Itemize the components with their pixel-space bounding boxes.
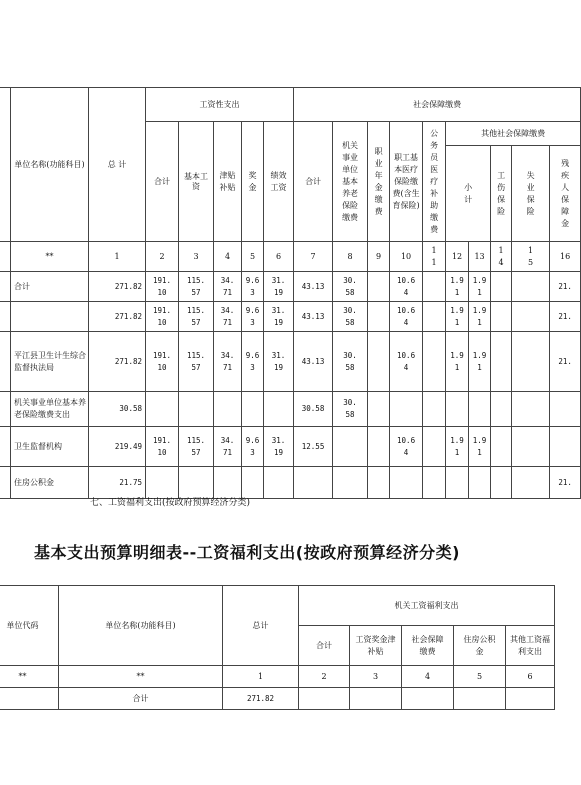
value-text: 1.91 [472,435,487,457]
value-cell [390,392,423,427]
social-security-table [0,87,581,499]
value-cell [446,392,469,427]
value-cell [333,272,368,302]
value-cell [469,427,491,467]
value-text: 1.91 [450,350,464,372]
value-text: 21. [558,477,572,487]
col-num: 8 [333,242,368,272]
value-cell [423,427,446,467]
value-text: 31.19 [271,350,286,372]
unemployment-header: 失业保险 [512,146,550,242]
value-text: 115.57 [186,305,206,327]
total-header: 总计 [223,586,299,666]
value-text: 191.10 [152,305,172,327]
value-cell [146,332,179,392]
value-cell [446,302,469,332]
value-cell [179,392,214,427]
value-cell [446,467,469,499]
value-cell: 43.13 [294,302,333,332]
value-text: 1.91 [450,435,464,457]
total-cell: 271.82 [89,302,146,332]
value-text: 34.71 [220,435,235,457]
value-cell [423,332,446,392]
value-cell [390,272,423,302]
col-num: 3 [179,242,214,272]
value-text: 34.71 [220,305,235,327]
table-row [0,332,581,392]
col-num: 16 [550,242,581,272]
value-text: 21. [558,281,572,291]
value-cell [390,302,423,332]
value-cell [423,302,446,332]
value-cell [368,272,390,302]
value-cell [491,332,512,392]
value-text: 21. [558,356,572,366]
value-cell [242,302,264,332]
value-cell [491,392,512,427]
value-cell [550,332,581,392]
value-cell [179,467,214,499]
value-text: 1.91 [472,350,487,372]
total-cell: 30.58 [89,392,146,427]
value-cell [390,467,423,499]
value-cell [294,467,333,499]
total-cell: 219.49 [89,427,146,467]
value-cell [423,392,446,427]
value-cell [242,332,264,392]
total-cell: 271.82 [89,332,146,392]
value-cell [214,392,242,427]
unit-name-cell: 合计 [59,688,223,710]
col-num: ** [59,666,223,688]
value-cell [146,272,179,302]
value-cell [469,332,491,392]
unit-name-cell: 卫生监督机构 [11,427,89,467]
value-cell [550,302,581,332]
value-text: 21. [558,311,572,321]
welfare-group-header: 机关工资福利支出 [299,586,555,626]
social-total-header: 合计 [294,122,333,242]
value-cell [264,427,294,467]
value-cell: 43.13 [294,332,333,392]
value-cell [423,467,446,499]
medical-header: 职工基本医疗保险缴费(含生育保险) [390,122,423,242]
unit-code-header: 单位代码 [0,586,59,666]
value-text: 191.10 [152,435,172,457]
value-cell [146,392,179,427]
col-num: 5 [454,666,506,688]
value-cell [423,272,446,302]
value-text: 10.64 [397,275,416,297]
value-cell [550,467,581,499]
value-text: 9.63 [245,435,260,457]
table-row [0,272,581,302]
other-header: 其他工资福利支出 [506,626,555,666]
col-num: 4 [402,666,454,688]
value-cell [446,427,469,467]
social-header: 社会保障缴费 [402,626,454,666]
col-num: 1 [223,666,299,688]
col-num: ** [11,242,89,272]
social-group-header: 社会保障缴费 [294,88,581,122]
value-text: 1.91 [472,275,487,297]
table-row [0,302,581,332]
value-cell: 30.58 [294,392,333,427]
col-num: 10 [390,242,423,272]
disabled-header: 残疾人保障金 [550,146,581,242]
column-number-row [0,666,555,688]
value-cell [333,392,368,427]
value-cell [264,467,294,499]
value-cell [179,427,214,467]
value-text: 34.71 [220,275,235,297]
value-text: 9.63 [245,305,260,327]
unit-name-cell [11,302,89,332]
column-number-row [0,242,581,272]
value-text: 30.58 [343,398,357,419]
annuity-header: 职业年金缴费 [368,122,390,242]
value-text: 9.63 [245,350,260,372]
basic-salary-header: 基本工资 [179,122,214,242]
value-cell: 12.55 [294,427,333,467]
value-cell [512,427,550,467]
col-num: 9 [368,242,390,272]
subtotal-header: 小计 [446,146,491,242]
col-num: ** [0,666,59,688]
total-cell: 21.75 [89,467,146,499]
value-text: 1.91 [450,275,464,297]
value-cell [469,467,491,499]
value-text: 31.19 [271,305,286,327]
value-cell [550,272,581,302]
value-cell [333,332,368,392]
col-num: 2 [146,242,179,272]
salary-group-header: 工资性支出 [146,88,294,122]
value-cell [264,332,294,392]
value-cell: 43.13 [294,272,333,302]
value-cell [350,688,402,710]
value-cell [242,272,264,302]
performance-header: 绩效工资 [264,122,294,242]
total-header: 总 计 [89,88,146,242]
value-cell [491,302,512,332]
unit-name-header: 单位名称(功能科目) [59,586,223,666]
value-cell [512,467,550,499]
allowance-header: 津贴补贴 [214,122,242,242]
value-cell [214,467,242,499]
value-cell [242,427,264,467]
other-group-header: 其他社会保障缴费 [446,122,581,146]
value-cell [512,272,550,302]
code-cell [0,272,11,302]
value-text: 191.10 [152,350,172,372]
value-text: 10.64 [397,305,416,327]
value-text: 115.57 [186,435,206,457]
unit-code-cell [0,688,59,710]
value-cell [469,302,491,332]
injury-header: 工伤保险 [491,146,512,242]
col-num: 7 [294,242,333,272]
value-cell [368,302,390,332]
value-cell [146,427,179,467]
value-cell [333,302,368,332]
code-cell [0,302,11,332]
civil-medical-header: 公务员医疗补助缴费 [423,122,446,242]
value-cell [446,332,469,392]
table-row [0,688,555,710]
value-cell [146,302,179,332]
code-cell [0,392,11,427]
value-cell [299,688,350,710]
value-cell [446,272,469,302]
value-cell [264,392,294,427]
value-cell [179,302,214,332]
value-cell [550,427,581,467]
col-num: 15 [512,242,550,272]
value-text: 1.91 [450,305,464,327]
value-cell [214,272,242,302]
unit-name-cell: 合计 [11,272,89,302]
value-text: 1.91 [472,305,487,327]
value-cell [550,392,581,427]
value-cell [402,688,454,710]
value-cell [390,427,423,467]
value-text: 30.58 [343,350,357,372]
col-num: 5 [242,242,264,272]
table-row [0,467,581,499]
salary-welfare-table [0,585,555,710]
value-cell [333,467,368,499]
code-cell [0,467,11,499]
value-cell [368,467,390,499]
value-cell [368,392,390,427]
table-row [0,392,581,427]
value-text: 191.10 [152,275,172,297]
pension-header: 机关事业单位基本养老保险缴费 [333,122,368,242]
value-text: 34.71 [220,350,235,372]
value-cell [264,272,294,302]
total-cell: 271.82 [89,272,146,302]
value-cell [454,688,506,710]
value-cell [214,427,242,467]
value-text: 31.19 [271,275,286,297]
code-header-cell [0,88,11,242]
bonus-header: 奖金 [242,122,264,242]
value-cell [512,302,550,332]
col-num: 2 [299,666,350,688]
col-num: 6 [264,242,294,272]
col-num: 1 [89,242,146,272]
value-cell [506,688,555,710]
value-cell [491,467,512,499]
value-text: 9.63 [245,275,260,297]
code-cell [0,332,11,392]
col-num: 12 [446,242,469,272]
value-cell [469,272,491,302]
unit-name-cell: 机关事业单位基本养老保险缴费支出 [11,392,89,427]
section-note: 七、工资福利支出(按政府预算经济分类) [90,498,251,508]
value-text: 115.57 [186,350,206,372]
value-cell [146,467,179,499]
value-cell [179,272,214,302]
total-cell: 271.82 [223,688,299,710]
col-num: 11 [423,242,446,272]
col-num: 13 [469,242,491,272]
value-text: 30.58 [343,275,357,297]
value-text: 31.19 [271,435,286,457]
salary-total-header: 合计 [146,122,179,242]
col-num [0,242,11,272]
value-text: 30.58 [343,305,357,327]
value-text: 10.64 [397,435,416,457]
salary-bonus-header: 工资奖金津补贴 [350,626,402,666]
value-cell [491,427,512,467]
col-num: 3 [350,666,402,688]
value-cell [512,332,550,392]
value-cell [214,302,242,332]
value-cell [368,332,390,392]
value-cell [264,302,294,332]
value-cell [333,427,368,467]
housing-header: 住房公积金 [454,626,506,666]
value-text: 115.57 [186,275,206,297]
value-cell [368,427,390,467]
unit-name-cell: 住房公积金 [11,467,89,499]
value-cell [512,392,550,427]
value-cell [214,332,242,392]
value-cell [491,272,512,302]
sum-header: 合计 [299,626,350,666]
col-num: 14 [491,242,512,272]
unit-name-header: 单位名称(功能科目) [11,88,89,242]
col-num: 4 [214,242,242,272]
value-cell [242,467,264,499]
value-cell [390,332,423,392]
page-title: 基本支出预算明细表--工资福利支出(按政府预算经济分类) [34,543,460,562]
table-row [0,427,581,467]
value-cell [469,392,491,427]
value-text: 10.64 [397,350,416,372]
col-num: 6 [506,666,555,688]
code-cell [0,427,11,467]
value-cell [242,392,264,427]
value-cell [179,332,214,392]
unit-name-cell: 平江县卫生计生综合监督执法局 [11,332,89,392]
